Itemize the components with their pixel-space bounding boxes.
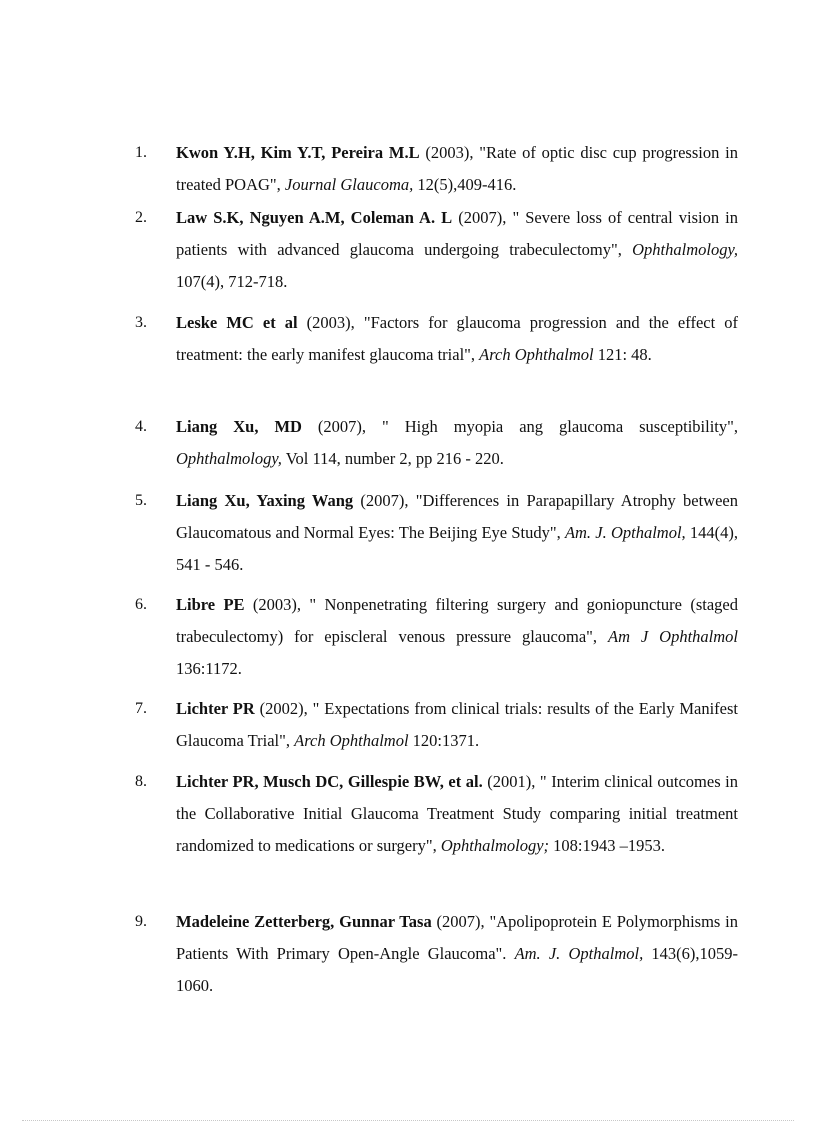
reference-details: 120:1371. xyxy=(408,731,480,750)
reference-journal: Ophthalmology, xyxy=(632,240,738,259)
reference-details: Vol 114, number 2, pp 216 - 220. xyxy=(281,449,504,468)
reference-authors: Leske MC et al xyxy=(176,313,298,332)
page-bottom-rule xyxy=(22,1120,794,1121)
reference-title: (2001), " Interim clinical outcomes in the Collaborative Initial Glaucoma Treatment Study comparing initial treatment randomized to medications or surgery", xyxy=(176,772,738,855)
reference-text xyxy=(176,137,738,201)
reference-authors: Madeleine Zetterberg, Gunnar Tasa xyxy=(176,912,432,931)
reference-number: 1. xyxy=(135,144,147,161)
reference-authors: Liang Xu, Yaxing Wang xyxy=(176,491,354,510)
reference-details: 107(4), 712-718. xyxy=(176,272,288,291)
reference-number: 4. xyxy=(135,418,147,435)
reference-journal: Am J Ophthalmol xyxy=(607,627,739,646)
reference-details: 12(5),409-416. xyxy=(413,175,517,194)
reference-text xyxy=(176,766,738,862)
reference-details: 143(6),1059-1060. xyxy=(176,944,738,995)
reference-journal: Am. J. Opthalmol, xyxy=(514,944,644,963)
reference-text xyxy=(176,906,738,1002)
reference-details: 144(4), 541 - 546. xyxy=(176,523,739,574)
reference-authors: Lichter PR, Musch DC, Gillespie BW, et al. xyxy=(176,772,483,791)
reference-details: 108:1943 –1953. xyxy=(549,836,665,855)
reference-number: 2. xyxy=(135,209,147,226)
reference-text xyxy=(176,307,738,371)
reference-title: (2007), " High myopia ang glaucoma susceptibility", xyxy=(301,417,738,436)
reference-journal: Am. J. Opthalmol, xyxy=(564,523,686,542)
reference-title: (2007), "Differences in Parapapillary Atrophy between Glaucomatous and Normal Eyes: The Beijing Eye Study", xyxy=(176,491,738,542)
reference-journal: Ophthalmology; xyxy=(440,836,550,855)
reference-number: 6. xyxy=(135,596,147,613)
reference-text xyxy=(176,693,738,757)
reference-journal: Arch Ophthalmol xyxy=(479,345,594,364)
reference-journal: Journal Glaucoma, xyxy=(284,175,414,194)
reference-authors: Lichter PR xyxy=(176,699,255,718)
reference-details: 136:1172. xyxy=(176,659,242,678)
reference-number: 3. xyxy=(135,314,147,331)
reference-title: (2003), " Nonpenetrating filtering surgery and goniopuncture (staged trabeculectomy) for episcleral venous pressure glaucoma", xyxy=(176,595,738,646)
reference-journal: Ophthalmology, xyxy=(176,449,282,468)
reference-title: (2007), " Severe loss of central vision in patients with advanced glaucoma undergoing trabeculectomy", xyxy=(176,208,738,259)
reference-authors: Libre PE xyxy=(176,595,245,614)
reference-authors: Liang Xu, MD xyxy=(176,417,302,436)
reference-authors: Kwon Y.H, Kim Y.T, Pereira M.L xyxy=(176,143,420,162)
reference-title: (2003), "Factors for glaucoma progression and the effect of treatment: the early manifest glaucoma trial", xyxy=(176,313,738,364)
reference-text xyxy=(176,589,738,685)
reference-authors: Law S.K, Nguyen A.M, Coleman A. L xyxy=(176,208,453,227)
reference-number: 9. xyxy=(135,913,147,930)
reference-number: 8. xyxy=(135,773,147,790)
reference-title: (2007), "Apolipoprotein E Polymorphisms in Patients With Primary Open-Angle Glaucoma". xyxy=(176,912,738,963)
reference-text xyxy=(176,202,738,298)
reference-title: (2003), "Rate of optic disc cup progression in treated POAG", xyxy=(176,143,738,194)
reference-number: 5. xyxy=(135,492,147,509)
reference-number: 7. xyxy=(135,700,147,717)
reference-text xyxy=(176,485,738,581)
reference-text xyxy=(176,411,738,475)
reference-title: (2002), " Expectations from clinical trials: results of the Early Manifest Glaucoma Trial", xyxy=(176,699,738,750)
reference-details: 121: 48. xyxy=(593,345,652,364)
reference-journal: Arch Ophthalmol xyxy=(294,731,409,750)
